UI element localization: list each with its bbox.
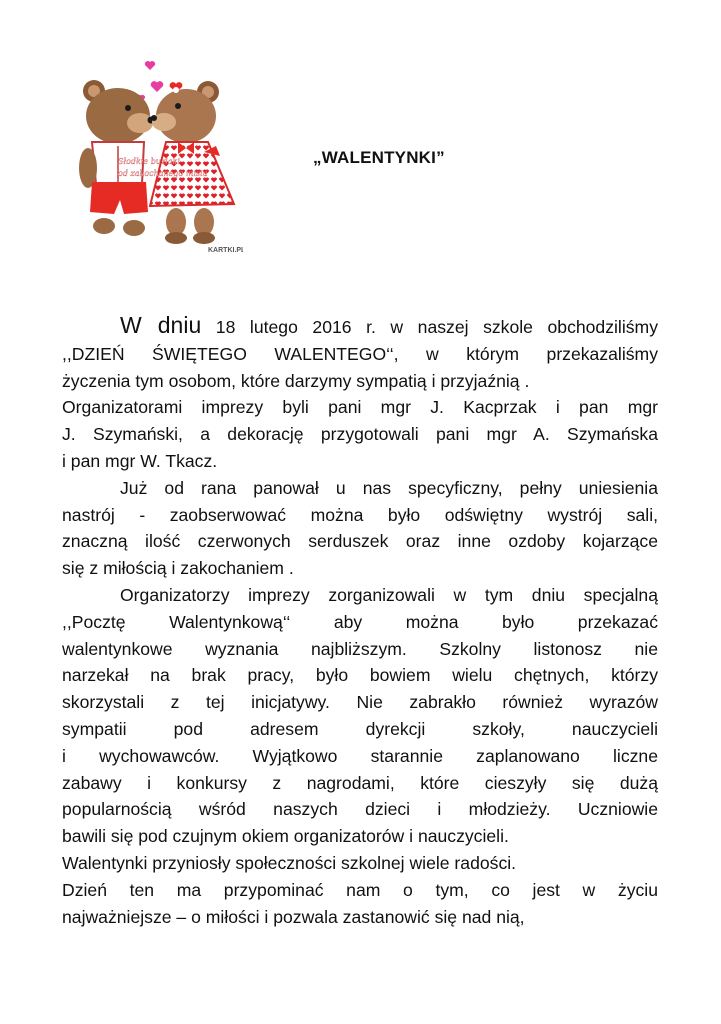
page-title: „WALENTYNKI” bbox=[313, 148, 445, 167]
text-line: Dzień ten ma przypominać nam o tym, co jest w życiu bbox=[62, 879, 658, 900]
text-line: się z miłością i zakochaniem . bbox=[62, 558, 294, 579]
text-line: i pan mgr W. Tkacz. bbox=[62, 450, 218, 471]
svg-text:od zakochanego misia: od zakochanego misia bbox=[118, 169, 208, 178]
text-line: Już od rana panował u nas specyficzny, pełny uniesienia bbox=[120, 477, 658, 498]
text-line: Walentynki przyniosły społeczności szkolnej wiele radości. bbox=[62, 852, 517, 873]
text-line: znaczną ilość czerwonych serduszek oraz inne ozdoby kojarzące bbox=[62, 531, 658, 552]
text-line: popularnością wśród naszych dzieci i młodzieży. Uczniowie bbox=[62, 799, 658, 820]
text-line: ,,Pocztę Walentynkową‘‘ aby można było przekazać bbox=[62, 611, 658, 632]
text-line: Organizatorami imprezy byli pani mgr J. Kacprzak i pan mgr bbox=[62, 397, 658, 418]
text-line: ,,DZIEŃ ŚWIĘTEGO WALENTEGO‘‘, w którym przekazaliśmy bbox=[62, 343, 658, 364]
svg-text:KARTKI.PL: KARTKI.PL bbox=[208, 247, 243, 254]
text-line: i wychowawców. Wyjątkowo starannie zaplanowano liczne bbox=[62, 745, 658, 766]
svg-text:Słodkie buziaki: Słodkie buziaki bbox=[118, 157, 180, 166]
text-line: sympatii pod adresem dyrekcji szkoły, nauczycieli bbox=[62, 718, 658, 739]
lead-word: W dniu bbox=[120, 312, 202, 338]
text-line: J. Szymański, a dekorację przygotowali pani mgr A. Szymańska bbox=[62, 424, 658, 445]
kissing-teddy-bears-illustration bbox=[58, 56, 243, 256]
text-line: Organizatorzy imprezy zorganizowali w tym dniu specjalną bbox=[120, 584, 658, 605]
text-line: zabawy i konkursy z nagrodami, które cieszyły się dużą bbox=[62, 772, 658, 793]
text-line: skorzystali z tej inicjatywy. Nie zabrakło również wyrazów bbox=[62, 692, 658, 713]
text-line: najważniejsze – o miłości i pozwala zastanowić się nad nią, bbox=[62, 906, 525, 927]
text-line-rest: 18 lutego 2016 r. w naszej szkole obchodziliśmy bbox=[201, 317, 658, 337]
teddy-bears-icon bbox=[58, 56, 243, 256]
text-line: walentynkowe wyznania najbliższym. Szkolny listonosz nie bbox=[62, 638, 658, 659]
text-line: życzenia tym osobom, które darzymy sympatią i przyjaźnią . bbox=[62, 370, 530, 391]
text-line: narzekał na brak pracy, było bowiem wielu chętnych, którzy bbox=[62, 665, 658, 686]
text-line bbox=[62, 312, 658, 341]
text-line: bawili się pod czujnym okiem organizatorów i nauczycieli. bbox=[62, 826, 509, 847]
text-line: nastrój - zaobserwować można było odświętny wystrój sali, bbox=[62, 504, 658, 525]
article-body bbox=[62, 312, 658, 930]
